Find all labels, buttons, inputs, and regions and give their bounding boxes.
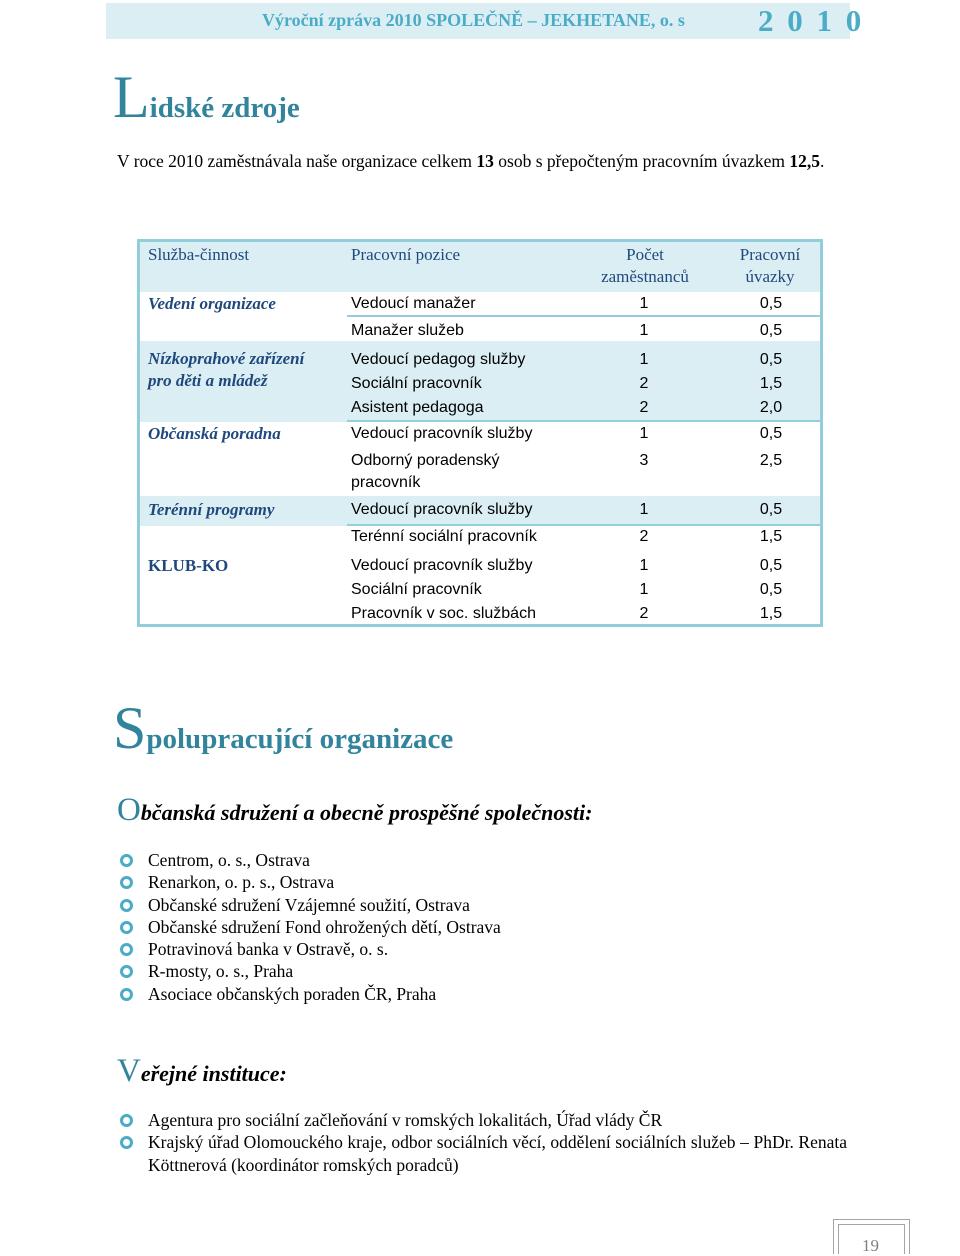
- fte-cell: 0,5: [759, 295, 783, 312]
- list-item: Potravinová banka v Ostravě, o. s.: [117, 938, 847, 960]
- bullet-icon: [120, 854, 133, 867]
- bullet-icon: [120, 899, 133, 912]
- hr-section-title: Lidské zdroje: [113, 64, 300, 130]
- report-year: 2 0 1 0: [758, 3, 865, 38]
- header-position: Pracovní pozice: [351, 245, 461, 264]
- position-cell: Vedoucí pracovník služby: [351, 501, 533, 518]
- position-cell: Vedoucí pracovník služby: [351, 557, 533, 574]
- position-cell: Odborný poradenský pracovník: [351, 452, 500, 491]
- list-item: R-mosty, o. s., Praha: [117, 960, 847, 982]
- fte-cell: 2,0: [759, 399, 783, 416]
- row-divider: [347, 315, 820, 317]
- count-cell: 1: [639, 351, 649, 368]
- position-cell: Vedoucí pedagog služby: [351, 351, 526, 368]
- fte-cell: 1,5: [759, 605, 783, 622]
- fte-cell: 0,5: [759, 557, 783, 574]
- bullet-icon: [120, 988, 133, 1001]
- fte-cell: 0,5: [759, 425, 783, 442]
- bullet-icon: [120, 921, 133, 934]
- count-cell: 1: [639, 501, 649, 518]
- report-title: Výroční zpráva 2010 SPOLEČNĚ – JEKHETANE, o. s: [262, 10, 685, 30]
- group-label: Občanská poradna: [148, 424, 281, 443]
- count-cell: 2: [639, 399, 649, 416]
- count-cell: 1: [639, 581, 649, 598]
- group-label: Vedení organizace: [148, 294, 276, 313]
- fte-cell: 1,5: [759, 375, 783, 392]
- list-item: Krajský úřad Olomouckého kraje, odbor sociálních věcí, oddělení sociálních služeb – PhDr. Renata Köttnerová (koordinátor romských poradců): [117, 1131, 847, 1176]
- count-cell: 1: [639, 322, 649, 339]
- bullet-icon: [120, 1136, 133, 1149]
- header-count: Počet zaměstnanců: [601, 245, 689, 286]
- row-divider: [347, 420, 820, 422]
- list-item: Agentura pro sociální začleňování v romských lokalitách, Úřad vlády ČR: [117, 1109, 847, 1131]
- header-service: Služba-činnost: [148, 245, 250, 264]
- list-item: Asociace občanských poraden ČR, Praha: [117, 983, 847, 1005]
- staff-table: [137, 239, 823, 627]
- position-cell: Asistent pedagoga: [351, 399, 484, 416]
- position-cell: Sociální pracovník: [351, 581, 482, 598]
- header-fte: Pracovní úvazky: [739, 245, 801, 286]
- position-cell: Vedoucí manažer: [351, 295, 476, 312]
- count-cell: 1: [639, 425, 649, 442]
- fte-cell: 0,5: [759, 322, 783, 339]
- position-cell: Sociální pracovník: [351, 375, 482, 392]
- list-item: Centrom, o. s., Ostrava: [117, 849, 847, 871]
- bullet-icon: [120, 876, 133, 889]
- position-cell: Manažer služeb: [351, 322, 464, 339]
- count-cell: 1: [639, 557, 649, 574]
- bullet-icon: [120, 965, 133, 978]
- page-number: 19: [862, 1236, 879, 1255]
- list-item: Renarkon, o. p. s., Ostrava: [117, 871, 847, 893]
- group-label: Nízkoprahové zařízení pro děti a mládež: [148, 349, 305, 390]
- group-label: Terénní programy: [148, 500, 275, 519]
- count-cell: 2: [639, 375, 649, 392]
- fte-cell: 0,5: [759, 351, 783, 368]
- partners-section-title: Spolupracující organizace: [113, 695, 454, 761]
- bullet-icon: [120, 943, 133, 956]
- count-cell: 2: [639, 528, 649, 545]
- intro-paragraph: V roce 2010 zaměstnávala naše organizace celkem 13 osob s přepočteným pracovním úvazkem 12,5.: [117, 151, 825, 171]
- position-cell: Terénní sociální pracovník: [351, 528, 537, 545]
- fte-cell: 0,5: [759, 501, 783, 518]
- list-item: Občanské sdružení Fond ohrožených dětí, Ostrava: [117, 916, 847, 938]
- civic-list: [117, 849, 847, 1005]
- group-label: KLUB-KO: [148, 556, 229, 575]
- fte-cell: 1,5: [759, 528, 783, 545]
- count-cell: 1: [639, 295, 649, 312]
- public-subtitle: Veřejné instituce:: [117, 1053, 287, 1089]
- civic-subtitle: Občanská sdružení a obecně prospěšné společnosti:: [117, 792, 593, 828]
- bullet-icon: [120, 1114, 133, 1127]
- fte-cell: 2,5: [759, 452, 783, 469]
- count-cell: 2: [639, 605, 649, 622]
- position-cell: Pracovník v soc. službách: [351, 605, 536, 622]
- list-item: Občanské sdružení Vzájemné soužití, Ostrava: [117, 894, 847, 916]
- position-cell: Vedoucí pracovník služby: [351, 425, 533, 442]
- count-cell: 3: [639, 452, 649, 469]
- fte-cell: 0,5: [759, 581, 783, 598]
- public-list: [117, 1109, 847, 1176]
